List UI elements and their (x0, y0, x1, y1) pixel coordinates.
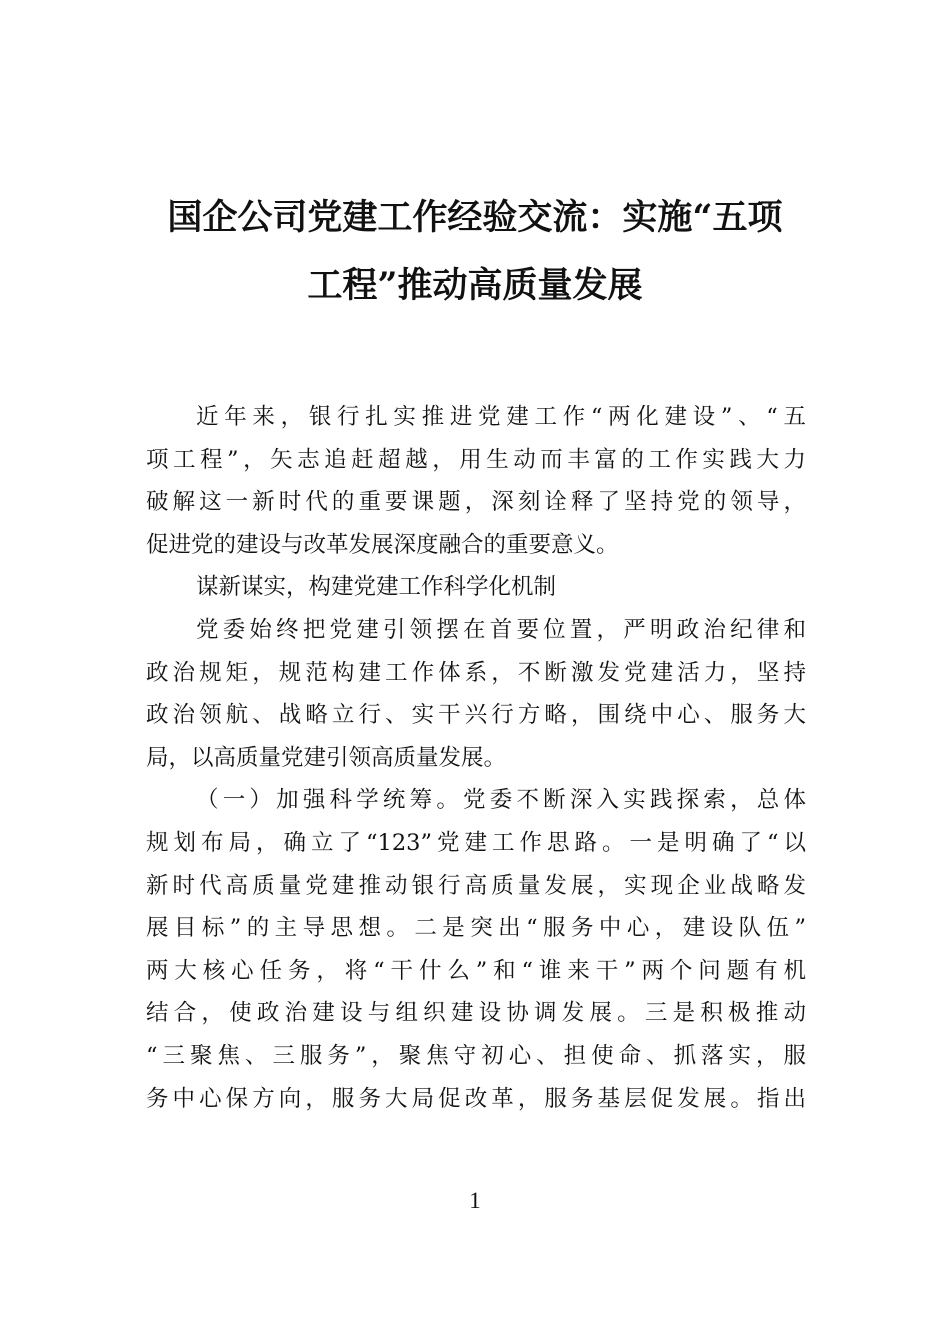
document-body (146, 396, 806, 1120)
paragraph-line: （一）加强科学统筹。党委不断深入实践探索，总体 (196, 787, 806, 814)
paragraph-line: 结合，使政治建设与组织建设协调发展。三是积极推动 (146, 1000, 806, 1027)
paragraph-line: 务中心保方向，服务大局促改革，服务基层促发展。指出 (146, 1085, 806, 1112)
section-heading: 谋新谋实，构建党建工作科学化机制 (196, 574, 557, 601)
paragraph-line: 政治规矩，规范构建工作体系，不断激发党建活力，坚持 (146, 659, 806, 686)
paragraph-line: 规划布局，确立了“123”党建工作思路。一是明确了“以 (146, 829, 806, 856)
paragraph-line: “三聚焦、三服务”，聚焦守初心、担使命、抓落实，服 (146, 1042, 806, 1069)
paragraph-line: 近年来，银行扎实推进党建工作“两化建设”、“五 (196, 404, 806, 430)
paragraph-line: 政治领航、战略立行、实干兴行方略，围绕中心、服务大 (146, 702, 806, 729)
paragraph-line: 党委始终把党建引领摆在首要位置，严明政治纪律和 (196, 616, 806, 643)
paragraph-line: 展目标”的主导思想。二是突出“服务中心，建设队伍” (146, 915, 806, 942)
paragraph-line: 新时代高质量党建推动银行高质量发展，实现企业战略发 (146, 872, 806, 899)
paragraph-line: 项工程”，矢志追赶超越，用生动而丰富的工作实践大力 (146, 446, 806, 473)
paragraph-line: 破解这一新时代的重要课题，深刻诠释了坚持党的领导， (146, 489, 806, 516)
paragraph-line: 促进党的建设与改革发展深度融合的重要意义。 (146, 531, 619, 558)
document-title-line-1: 国企公司党建工作经验交流：实施“五项 (167, 197, 783, 238)
paragraph-line: 两大核心任务，将“干什么”和“谁来干”两个问题有机 (146, 957, 806, 984)
page-number: 1 (469, 1188, 481, 1213)
document-title-line-2: 工程”推动高质量发展 (307, 265, 643, 306)
paragraph-line: 局，以高质量党建引领高质量发展。 (146, 744, 507, 771)
